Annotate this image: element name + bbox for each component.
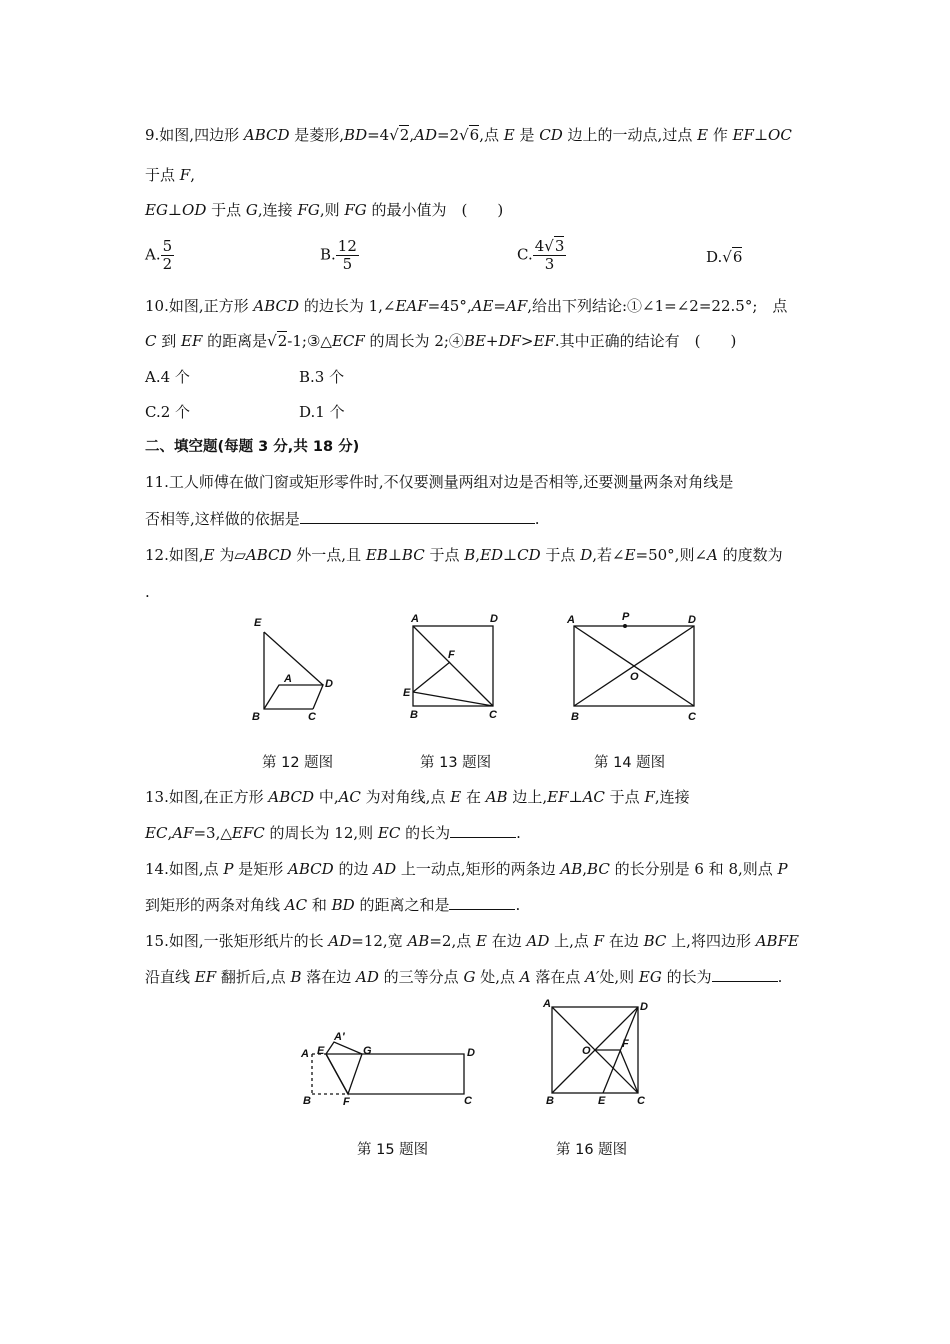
f15-label-a: A [301,1048,309,1060]
q12-line1: 12.如图,E 为▱ABCD 外一点,且 EB⊥BC 于点 B,ED⊥CD 于点 D,若∠E=50°,则∠A 的度数为 [145,546,783,564]
f13-label-d: D [490,613,498,625]
f16-label-e: E [598,1095,606,1107]
f12-label-c: C [308,711,316,723]
f14-label-a: A [567,614,575,626]
f16-label-o: O [582,1045,591,1057]
f15-rect-top [326,1054,464,1094]
f13-label-c: C [489,709,497,721]
figure-15 [295,1030,485,1110]
q11-line1: 11.工人师傅在做门窗或矩形零件时,不仅要测量两组对边是否相等,还要测量两条对角线是 [145,473,734,491]
f12-edge-e-d [264,632,323,685]
q10-option-d: D.1 个 [299,403,345,421]
f15-label-b: B [303,1095,311,1107]
f16-label-a: A [543,998,551,1010]
q9-option-b: B. $\frac{12}{5}$ [320,237,357,273]
f12-label-b: B [252,711,260,723]
q9-option-a: A. $\frac{5}{2}$ [145,237,173,273]
q11-line2: 否相等,这样做的依据是 . [145,510,540,528]
q14-line1: 14.如图,点 P 是矩形 ABCD 的边 AD 上一动点,矩形的两条边 AB,BC 的长分别是 6 和 8,则点 P [145,860,788,878]
f13-label-a: A [411,613,419,625]
f14-label-b: B [571,711,579,723]
fraction: $\frac{4√3}{3}$ [534,237,565,273]
f16-label-d: D [640,1001,648,1013]
q9-line3: EG⊥OD 于点 G,连接 FG,则 FG 的最小值为 ( ) [145,201,504,219]
caption-fig-12: 第 12 题图 [262,755,334,771]
q15-line1: 15.如图,一张矩形纸片的长 AD=12,宽 AB=2,点 E 在边 AD 上,点 F 在边 BC 上,将四边形 ABFE [145,932,799,950]
f15-label-a-prime: A′ [334,1031,345,1043]
figure-13 [400,612,505,722]
f14-label-d: D [688,614,696,626]
answer-blank[interactable] [712,967,778,982]
f16-label-f: F [622,1038,629,1050]
q12-line2: . [145,583,150,601]
q14-line2: 到矩形的两条对角线 AC 和 BD 的距离之和是 . [145,896,521,914]
f13-label-b: B [410,709,418,721]
q9-line2: 于点 F, [145,166,195,184]
q9-line1: 9.如图,四边形 ABCD 是菱形,BD=4√2,AD=2√6,点 E 是 CD 边上的一动点,过点 E 作 EF⊥OC [145,126,792,144]
f12-label-e: E [254,617,262,629]
caption-fig-15: 第 15 题图 [357,1142,429,1158]
f12-label-d: D [325,678,333,690]
f15-label-c: C [464,1095,472,1107]
q13-line2: EC,AF=3,△EFC 的周长为 12,则 EC 的长为 . [145,824,521,842]
section-heading: 二、填空题(每题 3 分,共 18 分) [145,439,360,455]
answer-blank[interactable] [300,509,535,524]
q9-option-c: C. $\frac{4√3}{3}$ [517,237,565,273]
f12-parallelogram [264,685,323,709]
figure-12 [250,612,340,722]
f14-point-p [623,624,627,628]
figure-16 [540,997,655,1107]
f14-label-o: O [630,671,639,683]
f13-segment-ef [413,662,450,692]
f13-label-f: F [448,649,455,661]
answer-blank[interactable] [449,895,515,910]
answer-blank[interactable] [450,823,516,838]
caption-fig-13: 第 13 题图 [420,755,492,771]
caption-fig-16: 第 16 题图 [556,1142,628,1158]
figure-14 [562,612,707,722]
q10-line1: 10.如图,正方形 ABCD 的边长为 1,∠EAF=45°,AE=AF,给出下列结论:①∠1=∠2=22.5°; 点 [145,297,788,315]
q10-option-a: A.4 个 [145,368,190,386]
f12-label-a: A [284,673,292,685]
f15-label-e: E [317,1045,325,1057]
f16-label-b: B [546,1095,554,1107]
fraction: $\frac{12}{5}$ [337,237,357,273]
q9-option-d: D.√6 [706,248,743,266]
fraction: $\frac{5}{2}$ [162,237,173,273]
f16-segment-fc [620,1050,638,1093]
caption-fig-14: 第 14 题图 [594,755,666,771]
f14-label-p: P [622,611,630,623]
q10-option-b: B.3 个 [299,368,345,386]
q13-line1: 13.如图,在正方形 ABCD 中,AC 为对角线,点 E 在 AB 边上,EF⊥AC 于点 F,连接 [145,788,690,806]
f15-label-g: G [363,1045,372,1057]
f15-label-d: D [467,1047,475,1059]
q15-line2: 沿直线 EF 翻折后,点 B 落在边 AD 的三等分点 G 处,点 A 落在点 A′处,则 EG 的长为 . [145,968,783,986]
f16-label-c: C [637,1095,645,1107]
f13-label-e: E [403,687,411,699]
f15-label-f: F [343,1096,350,1108]
q10-option-c: C.2 个 [145,403,191,421]
q10-line2: C 到 EF 的距离是√2-1;③△ECF 的周长为 2;④BE+DF>EF.其中正确的结论有 ( ) [145,332,737,350]
f14-label-c: C [688,711,696,723]
f15-segment-ef [326,1054,348,1094]
